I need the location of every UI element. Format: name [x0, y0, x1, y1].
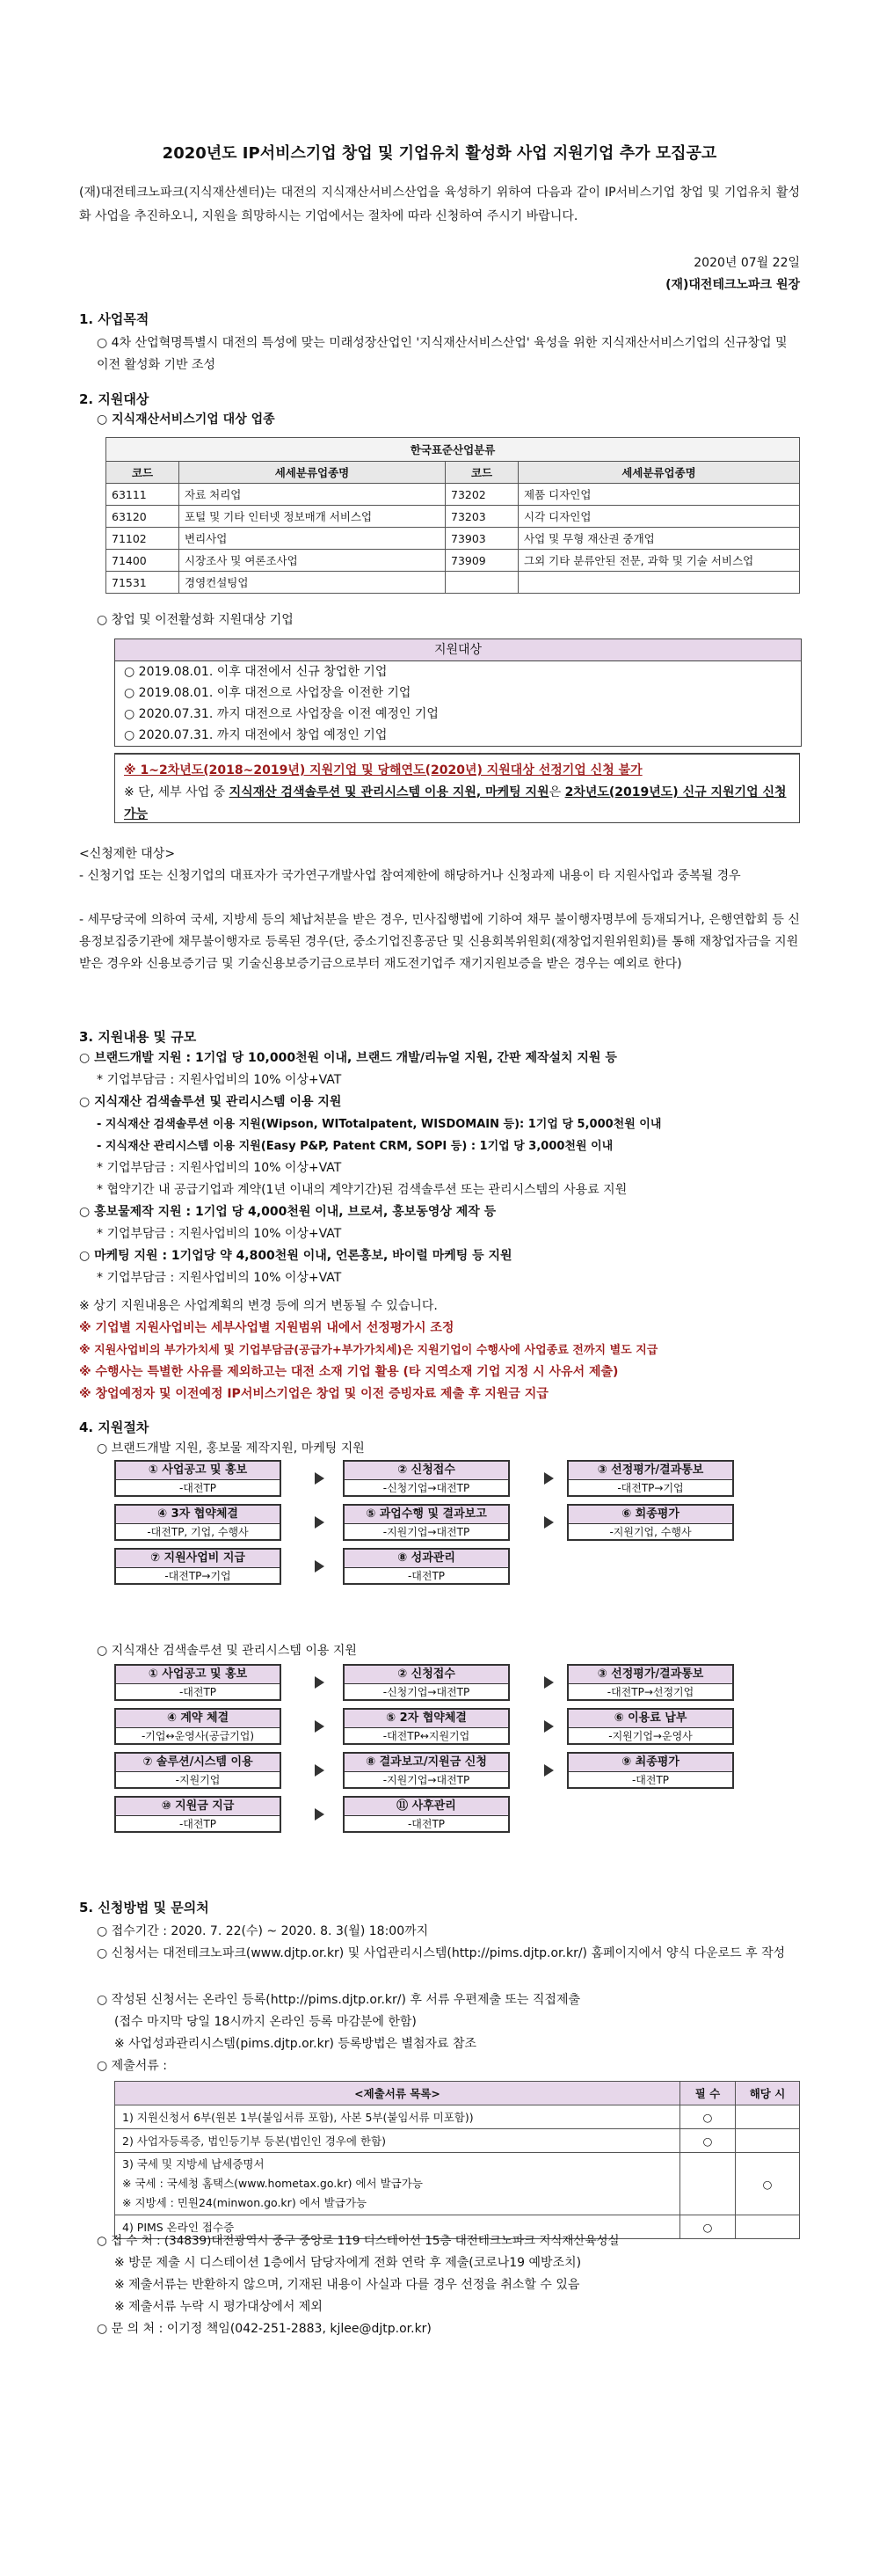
industry-subheading: ○ 지식재산서비스기업 대상 업종 — [97, 412, 275, 427]
support-marketing: ○ 마케팅 지원 : 1기업당 약 4,800천원 이내, 언론홍보, 바이럴 마케팅 등 지원 — [79, 1249, 512, 1263]
contact-info: ○ 문 의 처 : 이기정 책임(042-251-2883, kjlee@djtp.or.kr) — [97, 2322, 432, 2336]
process-step-actor: -대전TP — [178, 1686, 217, 1698]
section-1-heading: 1. 사업목적 — [79, 311, 149, 327]
process-step — [343, 1504, 510, 1541]
process-step-actor: -지원기업→대전TP — [382, 1526, 470, 1538]
process-step-title: ① 사업공고 및 홍보 — [116, 1666, 280, 1684]
arrow-right-icon — [315, 1808, 324, 1821]
eligibility-box-title: 지원대상 — [115, 639, 801, 661]
process-step — [343, 1664, 510, 1701]
process-step-title: ⑥ 이용료 납부 — [569, 1710, 732, 1728]
process-step-actor: -대전TP — [178, 1818, 217, 1830]
process-step-actor: -대전TP — [407, 1818, 446, 1830]
process-step — [343, 1548, 510, 1585]
table-header-name: 세세분류업종명 — [519, 462, 800, 484]
process-step-title: ⑤ 2자 협약체결 — [345, 1710, 508, 1728]
apply-period: ○ 접수기간 : 2020. 7. 22(수) ~ 2020. 8. 3(월) 18:00까지 — [97, 1924, 429, 1938]
process-step — [567, 1504, 734, 1541]
eligibility-notes — [114, 753, 800, 823]
table-row: 2) 사업자등록증, 법인등기부 등본(법인인 경우에 한함) ○ — [115, 2129, 800, 2153]
process-step — [567, 1460, 734, 1497]
section-3-note: ※ 기업별 지원사업비는 세부사업별 지원범위 내에서 선정평가시 조정 — [79, 1321, 454, 1335]
restriction-1: - 신청기업 또는 신청기업의 대표자가 국가연구개발사업 참여제한에 해당하거나 신청과제 내용이 타 지원사업과 중복될 경우 — [79, 869, 741, 883]
process-step-title: ④ 계약 체결 — [116, 1710, 280, 1728]
restriction-heading: <신청제한 대상> — [79, 847, 176, 861]
process-step — [114, 1664, 281, 1701]
section-5-heading: 5. 신청방법 및 문의처 — [79, 1900, 209, 1916]
process-step-actor: -대전TP→선정기업 — [607, 1686, 694, 1698]
process-step-title: ⑨ 최종평가 — [569, 1754, 732, 1772]
section-3-note: ※ 창업예정자 및 이전예정 IP서비스기업은 창업 및 이전 증빙자료 제출 후 지원금 지급 — [79, 1387, 549, 1401]
process-step — [343, 1460, 510, 1497]
process-step-actor: -대전TP↔지원기업 — [382, 1730, 470, 1742]
docs-header-required: 필 수 — [680, 2082, 736, 2105]
table-row: 71400 시장조사 및 여론조사업 73909 그외 기타 분류안된 전문, 과학 및 기술 서비스업 — [106, 550, 800, 572]
flow2-label: ○ 지식재산 검색솔루션 및 관리시스템 이용 지원 — [97, 1644, 357, 1658]
apply-pims-note: ※ 사업성과관리시스템(pims.djtp.or.kr) 등록방법은 별첨자료 참조 — [114, 2037, 477, 2051]
documents-table — [114, 2081, 800, 2239]
list-item: ○ 2019.08.01. 이후 대전에서 신규 창업한 기업 — [124, 665, 388, 679]
process-step — [343, 1796, 510, 1833]
apply-form: ○ 신청서는 대전테크노파크(www.djtp.or.kr) 및 사업관리시스템(http://pims.djtp.or.kr/) 홈페이지에서 양식 다운로드 후 작성 — [97, 1946, 786, 1960]
arrow-right-icon — [544, 1516, 554, 1529]
support-note: * 기업부담금 : 지원사업비의 10% 이상+VAT — [97, 1073, 342, 1087]
support-note: * 기업부담금 : 지원사업비의 10% 이상+VAT — [97, 1161, 342, 1175]
list-item: ○ 2020.07.31. 까지 대전으로 사업장을 이전 예정인 기업 — [124, 707, 439, 721]
process-step-title: ③ 선정평가/결과통보 — [569, 1462, 732, 1480]
support-promo: ○ 홍보물제작 지원 : 1기업 당 4,000천원 이내, 브로셔, 홍보동영상 제작 등 — [79, 1205, 497, 1219]
process-step — [567, 1708, 734, 1745]
support-note: * 협약기간 내 공급기업과 계약(1년 이내의 계약기간)된 검색솔루션 또는 관리시스템의 사용료 지원 — [97, 1183, 628, 1197]
docs-header-list: <제출서류 목록> — [115, 2082, 680, 2105]
arrow-right-icon — [315, 1720, 324, 1733]
eligibility-box — [114, 639, 802, 747]
table-row: 4) PIMS 온라인 접수증 ○ — [115, 2215, 800, 2239]
table-header-name: 세세분류업종명 — [179, 462, 446, 484]
process-step — [567, 1664, 734, 1701]
process-step-title: ① 사업공고 및 홍보 — [116, 1462, 280, 1480]
process-step — [114, 1504, 281, 1541]
support-search: ○ 지식재산 검색솔루션 및 관리시스템 이용 지원 — [79, 1095, 342, 1109]
section-3-note: ※ 지원사업비의 부가가치세 및 기업부담금(공급가+부가가치세)은 지원기업이 수행사에 사업종료 전까지 별도 지급 — [79, 1344, 658, 1357]
process-step-actor: -기업↔운영사(공급기업) — [141, 1730, 255, 1742]
table-row: 71102 변리사업 73903 사업 및 무형 재산권 중개업 — [106, 528, 800, 550]
docs-label: ○ 제출서류 : — [97, 2059, 167, 2073]
restriction-2: - 세무당국에 의하여 국세, 지방세 등의 체납처분을 받은 경우, 민사집행법에 기하여 채무 불이행자명부에 등재되거나, 은행연합회 등 신용정보집중기관에 채무불이행자로 등록된 경우(단, 중소기업진흥공단 및 신용회복위원회(재창업지원위원회)를 통해 재창업자금을 지원 받은 경우와 신용보증기금 및 기술신용보증기금으로부터 재도전기업주 재기지원보증을 받은 경우는 예외로 한다) — [79, 913, 800, 971]
table-row: 71531 경영컨설팅업 — [106, 572, 800, 594]
table-header-code: 코드 — [446, 462, 519, 484]
arrow-right-icon — [544, 1472, 554, 1485]
arrow-right-icon — [315, 1472, 324, 1485]
section-3-note: ※ 수행사는 특별한 사유를 제외하고는 대전 소재 기업 활용 (타 지역소재 기업 지정 시 사유서 제출) — [79, 1365, 619, 1379]
table-caption: 한국표준산업분류 — [106, 438, 800, 462]
industry-code-table — [105, 437, 800, 594]
process-step-title: ⑦ 솔루션/시스템 이용 — [116, 1754, 280, 1772]
process-step — [343, 1752, 510, 1789]
arrow-right-icon — [544, 1676, 554, 1689]
support-search-solution: - 지식재산 검색솔루션 이용 지원(Wipson, WITotalpatent, WISDOMAIN 등): 1기업 당 5,000천원 이내 — [97, 1118, 662, 1131]
submission-note: ※ 제출서류는 반환하지 않으며, 기재된 내용이 사실과 다를 경우 선정을 취소할 수 있음 — [114, 2278, 580, 2292]
process-step-actor: -대전TP — [178, 1482, 217, 1494]
process-step-title: ② 신청접수 — [345, 1462, 508, 1480]
support-brand: ○ 브랜드개발 지원 : 1기업 당 10,000천원 이내, 브랜드 개발/리뉴얼 지원, 간판 제작설치 지원 등 — [79, 1051, 617, 1065]
process-step-title: ② 신청접수 — [345, 1666, 508, 1684]
announcement-date: 2020년 07월 22일 — [694, 256, 800, 270]
process-step-title: ④ 3자 협약체결 — [116, 1506, 280, 1524]
process-step — [114, 1708, 281, 1745]
process-step — [114, 1548, 281, 1585]
flow1-label: ○ 브랜드개발 지원, 홍보물 제작지원, 마케팅 지원 — [97, 1441, 365, 1456]
arrow-right-icon — [315, 1764, 324, 1777]
process-step-title: ⑩ 지원금 지급 — [116, 1798, 280, 1816]
process-step-title: ⑧ 결과보고/지원금 신청 — [345, 1754, 508, 1772]
process-step — [114, 1752, 281, 1789]
process-step-title: ⑪ 사후관리 — [345, 1798, 508, 1816]
process-step — [114, 1460, 281, 1497]
list-item: ○ 2019.08.01. 이후 대전으로 사업장을 이전한 기업 — [124, 686, 411, 700]
eligibility-subheading: ○ 창업 및 이전활성화 지원대상 기업 — [97, 613, 294, 627]
list-item: ○ 2020.07.31. 까지 대전에서 창업 예정인 기업 — [124, 728, 388, 742]
arrow-right-icon — [315, 1560, 324, 1573]
table-header-code: 코드 — [106, 462, 179, 484]
section-3-heading: 3. 지원내용 및 규모 — [79, 1029, 197, 1045]
support-note: * 기업부담금 : 지원사업비의 10% 이상+VAT — [97, 1227, 342, 1241]
process-flow-1 — [79, 1460, 800, 1636]
process-step-actor: -대전TP — [631, 1774, 670, 1786]
submission-note: ※ 방문 제출 시 디스테이션 1층에서 담당자에게 전화 연락 후 제출(코로나19 예방조치) — [114, 2256, 582, 2270]
process-step — [343, 1708, 510, 1745]
process-step-actor: -대전TP — [407, 1570, 446, 1582]
table-row: 1) 지원신청서 6부(원본 1부(붙임서류 포함), 사본 5부(붙임서류 미포함)) ○ — [115, 2105, 800, 2129]
intro-paragraph: (재)대전테크노파크(지식재산센터)는 대전의 지식재산서비스산업을 육성하기 위하여 다음과 같이 IP서비스기업 창업 및 기업유치 활성화 사업을 추진하오니, 지원을 희망하시는 기업에서는 절차에 따라 신청하여 주시기 바랍니다. — [79, 186, 800, 223]
process-step-actor: -지원기업 — [175, 1774, 221, 1786]
support-note: * 기업부담금 : 지원사업비의 10% 이상+VAT — [97, 1271, 342, 1285]
apply-deadline: (접수 마지막 당일 18시까지 온라인 등록 마감분에 한함) — [114, 2015, 417, 2029]
process-step-title: ⑥ 회종평가 — [569, 1506, 732, 1524]
signer: (재)대전테크노파크 원장 — [665, 278, 800, 292]
arrow-right-icon — [315, 1676, 324, 1689]
process-step — [114, 1796, 281, 1833]
process-step — [567, 1752, 734, 1789]
table-row: 63120 포털 및 기타 인터넷 정보매개 서비스업 73203 시각 디자인업 — [106, 506, 800, 528]
process-flow-2 — [79, 1664, 800, 1884]
section-3-note: ※ 상기 지원내용은 사업계획의 변경 등에 의거 변동될 수 있습니다. — [79, 1299, 438, 1313]
note-exception: ※ 단, 세부 사업 중 지식재산 검색솔루션 및 관리시스템 이용 지원, 마케팅 지원은 2차년도(2019년도) 신규 지원기업 신청 가능 — [124, 785, 787, 821]
submission-address: ○ 접 수 처 : (34839)대전광역시 중구 중앙로 119 디스테이션 15층 대전테크노파크 지식재산육성실 — [97, 2234, 620, 2248]
process-step-title: ⑤ 과업수행 및 결과보고 — [345, 1506, 508, 1524]
docs-header-optional: 해당 시 — [736, 2082, 800, 2105]
section-1-text: ○ 4차 산업혁명특별시 대전의 특성에 맞는 미래성장산업인 '지식재산서비스산업' 육성을 위한 지식재산서비스기업의 신규창업 및 이전 활성화 기반 조성 — [97, 336, 788, 372]
process-step-actor: -대전TP, 기업, 수행사 — [147, 1526, 249, 1538]
arrow-right-icon — [544, 1720, 554, 1733]
process-step-actor: -지원기업, 수행사 — [609, 1526, 692, 1538]
note-ineligible: ※ 1~2차년도(2018~2019년) 지원기업 및 당해연도(2020년) 지원대상 선정기업 신청 불가 — [124, 763, 643, 777]
submission-note: ※ 제출서류 누락 시 평가대상에서 제외 — [114, 2300, 323, 2314]
process-step-actor: -신청기업→대전TP — [382, 1686, 470, 1698]
process-step-actor: -신청기업→대전TP — [382, 1482, 470, 1494]
section-2-heading: 2. 지원대상 — [79, 391, 149, 407]
process-step-actor: -지원기업→대전TP — [382, 1774, 470, 1786]
arrow-right-icon — [315, 1516, 324, 1529]
process-step-actor: -대전TP→기업 — [164, 1570, 231, 1582]
process-step-title: ⑧ 성과관리 — [345, 1550, 508, 1568]
table-row: 63111 자료 처리업 73202 제품 디자인업 — [106, 484, 800, 506]
arrow-right-icon — [544, 1764, 554, 1777]
process-step-actor: -지원기업→운영사 — [608, 1730, 693, 1742]
process-step-title: ⑦ 지원사업비 지급 — [116, 1550, 280, 1568]
process-step-actor: -대전TP→기업 — [617, 1482, 684, 1494]
apply-submit: ○ 작성된 신청서는 온라인 등록(http://pims.djtp.or.kr/) 후 서류 우편제출 또는 직접제출 — [97, 1993, 581, 2007]
process-step-title: ③ 선정평가/결과통보 — [569, 1666, 732, 1684]
section-4-heading: 4. 지원절차 — [79, 1419, 149, 1435]
page-title: 2020년도 IP서비스기업 창업 및 기업유치 활성화 사업 지원기업 추가 모집공고 — [162, 144, 717, 163]
support-search-system: - 지식재산 관리시스템 이용 지원(Easy P&P, Patent CRM, SOPI 등) : 1기업 당 3,000천원 이내 — [97, 1140, 614, 1153]
table-row: 3) 국세 및 지방세 납세증명서 ※ 국세 : 국세청 홈택스(www.hometax.go.kr) 에서 발급가능 ※ 지방세 : 민원24(minwon.go.kr) 에서 발급가능 ○ — [115, 2153, 800, 2215]
